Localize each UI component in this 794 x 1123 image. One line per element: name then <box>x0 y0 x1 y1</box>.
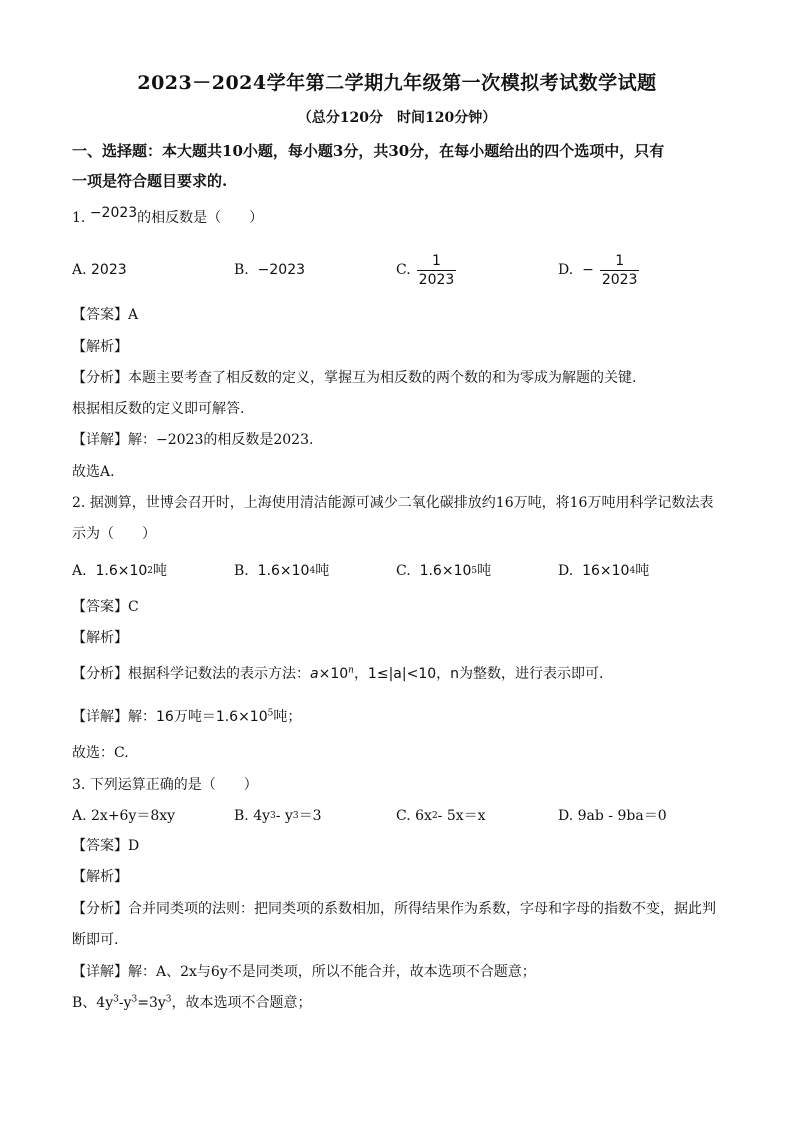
jiexi-label: 【解析】 <box>72 869 128 885</box>
option-a: A. 1.6×10 2 吨 <box>72 563 168 579</box>
detail-line: 【详解】解：16万吨$=1.6\times 10^5$吨； <box>72 708 302 725</box>
analysis-line: 【分析】根据科学记数法的表示方法：$a\times 10^n$，1≤|a|<10，n为整数，进行表示即可. <box>72 665 604 682</box>
option-b: B. 4y 3 - y 3 ＝3 <box>234 808 322 824</box>
analysis-line-2: 断即可. <box>72 932 119 948</box>
question-2-options <box>72 561 722 581</box>
option-a: A. 2x+6y＝8xy <box>72 808 176 824</box>
analysis-line: 【分析】本题主要考查了相反数的定义，掌握互为相反数的两个数的和为零成为解题的关键. <box>72 370 637 386</box>
question-2-line2: 示为（ ） <box>72 526 156 542</box>
option-b: B. 1.6×10 4 吨 <box>234 563 330 579</box>
answer-line: 【答案】C <box>72 599 139 615</box>
answer-line: 【答案】D <box>72 838 140 854</box>
detail-line: 【详解】解：A、2x与6y不是同类项，所以不能合并，故本选项不合题意； <box>72 964 536 980</box>
analysis-line-2: 根据相反数的定义即可解答. <box>72 401 245 417</box>
choose-line: 故选：C. <box>72 745 129 761</box>
option-d: D. 9ab - 9ba＝0 <box>558 808 667 824</box>
option-c: C. 1.6×10 5 吨 <box>396 563 492 579</box>
question-number: 1. <box>72 210 86 226</box>
option-c: C. 6x 2 - 5x＝x <box>396 808 486 824</box>
jiexi-label: 【解析】 <box>72 630 128 646</box>
question-3: 3. 下列运算正确的是（ ） <box>72 777 258 793</box>
option-b: B. −2023 <box>234 262 306 278</box>
fraction: $\frac{1}{2023}$ <box>601 252 638 288</box>
option-d: D. − $\frac{1}{2023}$ <box>558 252 638 288</box>
question-2-line1: 2. 据测算，世博会召开时，上海使用清洁能源可减少二氧化碳排放约16万吨，将16万吨用科学记数法表 <box>72 495 714 511</box>
option-a: A. 2023 <box>72 262 127 278</box>
answer-line: 【答案】A <box>72 307 139 323</box>
page-subtitle: （总分120分 时间120分钟） <box>297 110 497 126</box>
question-1 <box>72 205 722 228</box>
analysis-line: 【分析】合并同类项的法则：把同类项的系数相加，所得结果作为系数，字母和字母的指数不变，据此判 <box>72 901 716 917</box>
fraction: $\frac{1}{2023}$ <box>418 252 455 288</box>
jiexi-label: 【解析】 <box>72 339 128 355</box>
page-title: 2023－2024学年第二学期九年级第一次模拟考试数学试题 <box>137 72 657 94</box>
question-text: 的相反数是（ ） <box>137 210 264 226</box>
section-heading-line2: 一项是符合题目要求的. <box>72 172 228 190</box>
choose-line: 故选A. <box>72 464 115 480</box>
question-3-options <box>72 806 722 826</box>
option-c: C. $\frac{1}{2023}$ <box>396 252 455 288</box>
detail-line-2: B、$4y^3-y^3=3y^3$，故本选项不合题意； <box>72 994 312 1011</box>
section-heading-line1: 一、选择题：本大题共10小题，每小题3分，共30分，在每小题给出的四个选项中，只有 <box>72 142 665 160</box>
question-1-options <box>72 250 722 290</box>
option-d: D. 16×10 4 吨 <box>558 563 650 579</box>
question-expression: −2023 <box>89 205 138 221</box>
detail-line: 【详解】解：−2023的相反数是2023. <box>72 432 314 448</box>
